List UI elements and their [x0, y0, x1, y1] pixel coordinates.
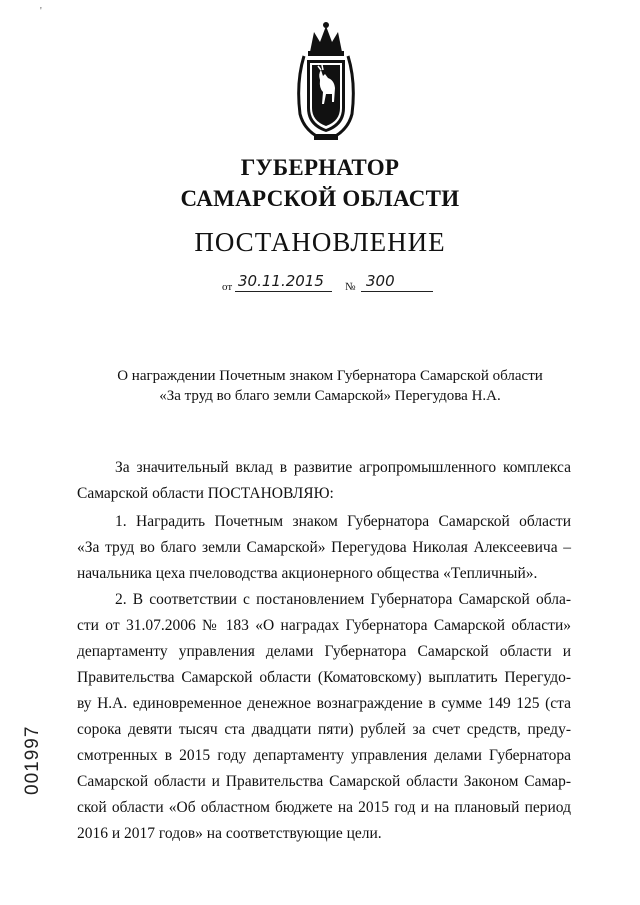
body-line-10: ву Н.А. единовременное денежное вознаграждение в сумме 149 125 (ста [77, 695, 571, 712]
issuer-title-line1: ГУБЕРНАТОР [240, 155, 400, 180]
registration-line [222, 272, 437, 294]
document-type-heading: ПОСТАНОВЛЕНИЕ [194, 227, 446, 257]
body-line-5: начальника цеха пчеловодства акционерного общества «Тепличный». [77, 565, 538, 582]
body-line-15: 2016 и 2017 годов» на соответствующие цели. [77, 825, 382, 842]
body-line-12: смотренных в 2015 году департаменту управления делами Губернатора [77, 747, 571, 764]
body-line-6: 2. В соответствии с постановлением Губернатора Самарской обла- [115, 591, 571, 608]
body-line-1: За значительный вклад в развитие агропромышленного комплекса [115, 459, 571, 476]
body-line-11: сорока девяти тысяч ста двадцати пяти) рублей за счет средств, преду- [77, 721, 571, 738]
issuer-title-line2: САМАРСКОЙ ОБЛАСТИ [180, 186, 460, 211]
body-line-9: Правительства Самарской области (Коматовскому) выплатить Перегудо- [77, 669, 571, 686]
body-line-13: Самарской области и Правительства Самарской области Законом Самар- [77, 773, 571, 790]
date-underline [235, 291, 332, 292]
number-handwritten: 300 [366, 272, 395, 290]
body-line-4: «За труд во благо земли Самарской» Перегудова Николая Алексеевича – [77, 539, 571, 556]
subject-line2: «За труд во благо земли Самарской» Перегудова Н.А. [159, 388, 501, 404]
body-line-14: ской области «Об областном бюджете на 2015 год и на плановый период [77, 799, 571, 816]
body-line-7: сти от 31.07.2006 № 183 «О наградах Губернатора Самарской области» [77, 617, 571, 634]
date-label: от [222, 281, 233, 293]
body-line-8: департаменту управления делами Губернатора Самарской области и [77, 643, 571, 660]
number-underline [361, 291, 433, 292]
number-label: № [345, 281, 356, 293]
date-handwritten: 30.11.2015 [238, 272, 324, 290]
body-line-3: 1. Наградить Почетным знаком Губернатора Самарской области [115, 513, 571, 530]
body-line-2: Самарской области ПОСТАНОВЛЯЮ: [77, 485, 334, 502]
subject-line1: О награждении Почетным знаком Губернатора Самарской области [117, 368, 543, 384]
samara-coat-of-arms-icon [290, 22, 362, 146]
corner-mark: ' [40, 6, 42, 17]
serial-number-stamp: 001997 [22, 725, 43, 795]
